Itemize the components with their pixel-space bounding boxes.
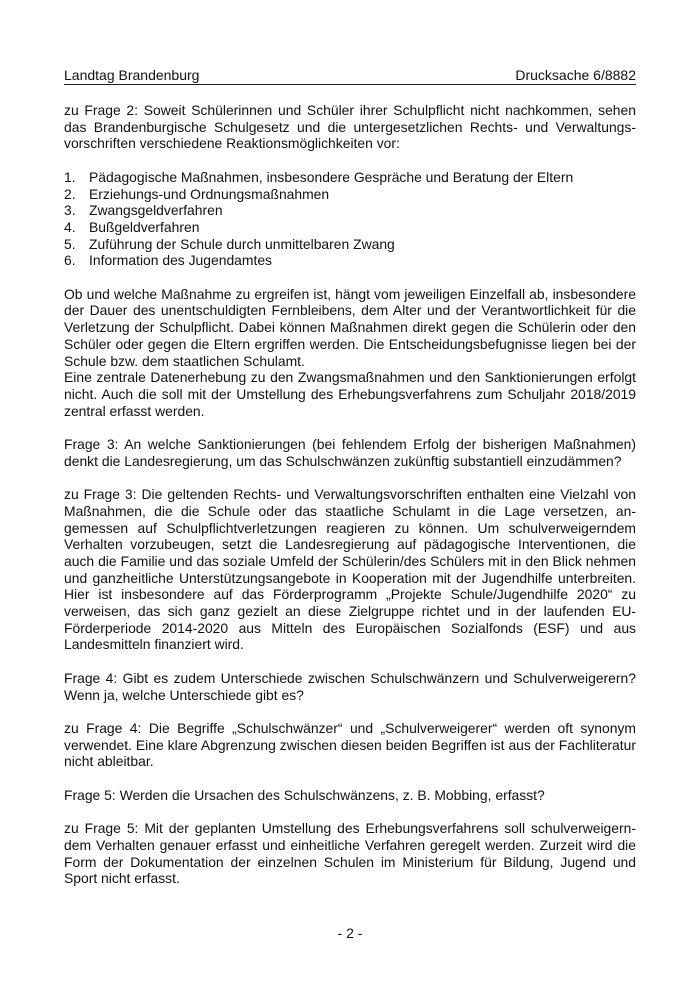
page-number: - 2 - [337, 925, 363, 941]
list-item: 1. Pädagogische Maßnahmen, insbesondere Gespräche und Beratung der Eltern [64, 168, 574, 185]
list-item: 3. Zwangsgeldverfahren [64, 202, 223, 219]
paragraph-measures: Ob und welche Maßnahme zu ergreifen ist, hängt vom jeweiligen Einzelfall ab, insbesondere der Dauer des unentschuldigten Fernbleibens, dem Alter und der Verantwortlichkeit für die Verletzung der Schulpflicht. Dabei können Maßnahmen direkt gegen die Schülerin oder den Schüler oder gegen die Eltern ergriffen werden. Die Entscheidungsbefugnisse liegen bei der Schule bzw. dem staatlichen Schulamt. [64, 285, 636, 369]
question-3: Frage 3: An welche Sanktionierungen (bei fehlendem Erfolg der bisherigen Maßnahmen) denkt die Landesregierung, um das Schulschwänzen zukünftig substantiell einzudämmen? [64, 436, 636, 469]
list-item: 5. Zuführung der Schule durch unmittelbaren Zwang [64, 235, 395, 252]
list-item: 4. Bußgeldverfahren [64, 218, 200, 235]
measures-list [64, 169, 636, 269]
answer-question-2: zu Frage 2: Soweit Schülerinnen und Schüler ihrer Schulpflicht nicht nachkommen, sehen das Brandenburgische Schulgesetz und die untergesetzlichen Rechts- und Verwaltungsvorschriften verschiedene Reaktionsmöglichkeiten vor: [64, 102, 636, 152]
header-left: Landtag Brandenburg [64, 67, 200, 83]
page-header [64, 67, 636, 85]
list-item: 2. Erziehungs-und Ordnungsmaßnahmen [64, 185, 330, 202]
answer-question-4: zu Frage 4: Die Begriffe „Schulschwänzer“ und „Schulverweigerer“ werden oft synonym verwendet. Eine klare Abgrenzung zwischen diesen beiden Begriffen ist aus der Fachliteratur nicht ableitbar. [64, 719, 636, 770]
answer-question-3: zu Frage 3: Die geltenden Rechts- und Verwaltungsvorschriften enthalten eine Vielzahl von Maßnahmen, die die Schule oder das staatliche Schulamt in die Lage versetzen, angemessen auf Schulpflichtverletzungen reagieren zu können. Um schulverweigerndem Verhalten vorzubeugen, setzt die Landesregierung auf pädagogische Interventionen, die auch die Familie und das soziale Umfeld der Schülerin/des Schülers mit in den Blick nehmen und ganzheitliche Unterstützungsangebote in Kooperation mit der Jugendhilfe unterbreiten. Hier ist insbesondere auf das Förderprogramm „Projekte Schule/Jugendhilfe 2020“ zu verweisen, das sich ganz gezielt an diese Zielgruppe richtet und in der laufenden EU-Förderperiode 2014-2020 aus Mitteln des Europäischen Sozialfonds (ESF) und aus Landesmitteln finanziert wird. [64, 486, 636, 653]
answer-question-5: zu Frage 5: Mit der geplanten Umstellung des Erhebungsverfahrens soll schulverweigerndem Verhalten genauer erfasst und einheitliche Verfahren geregelt werden. Zurzeit wird die Form der Dokumentation der einzelnen Schulen im Ministerium für Bildung, Jugend und Sport nicht erfasst. [64, 820, 636, 887]
question-4: Frage 4: Gibt es zudem Unterschiede zwischen Schulschwänzern und Schulverweigerern? Wenn ja, welche Unterschiede gibt es? [64, 669, 636, 703]
list-item: 6. Information des Jugendamtes [64, 252, 272, 269]
paragraph-data-collection: Eine zentrale Datenerhebung zu den Zwangsmaßnahmen und den Sanktionierungen erfolgt nicht. Auch die soll mit der Umstellung des Erhebungsverfahrens zum Schuljahr 2018/2019 zentral erfasst werden. [64, 369, 636, 419]
question-5: Frage 5: Werden die Ursachen des Schulschwänzens, z. B. Mobbing, erfasst? [64, 786, 545, 803]
document-body [64, 102, 636, 904]
header-right: Drucksache 6/8882 [515, 67, 636, 83]
